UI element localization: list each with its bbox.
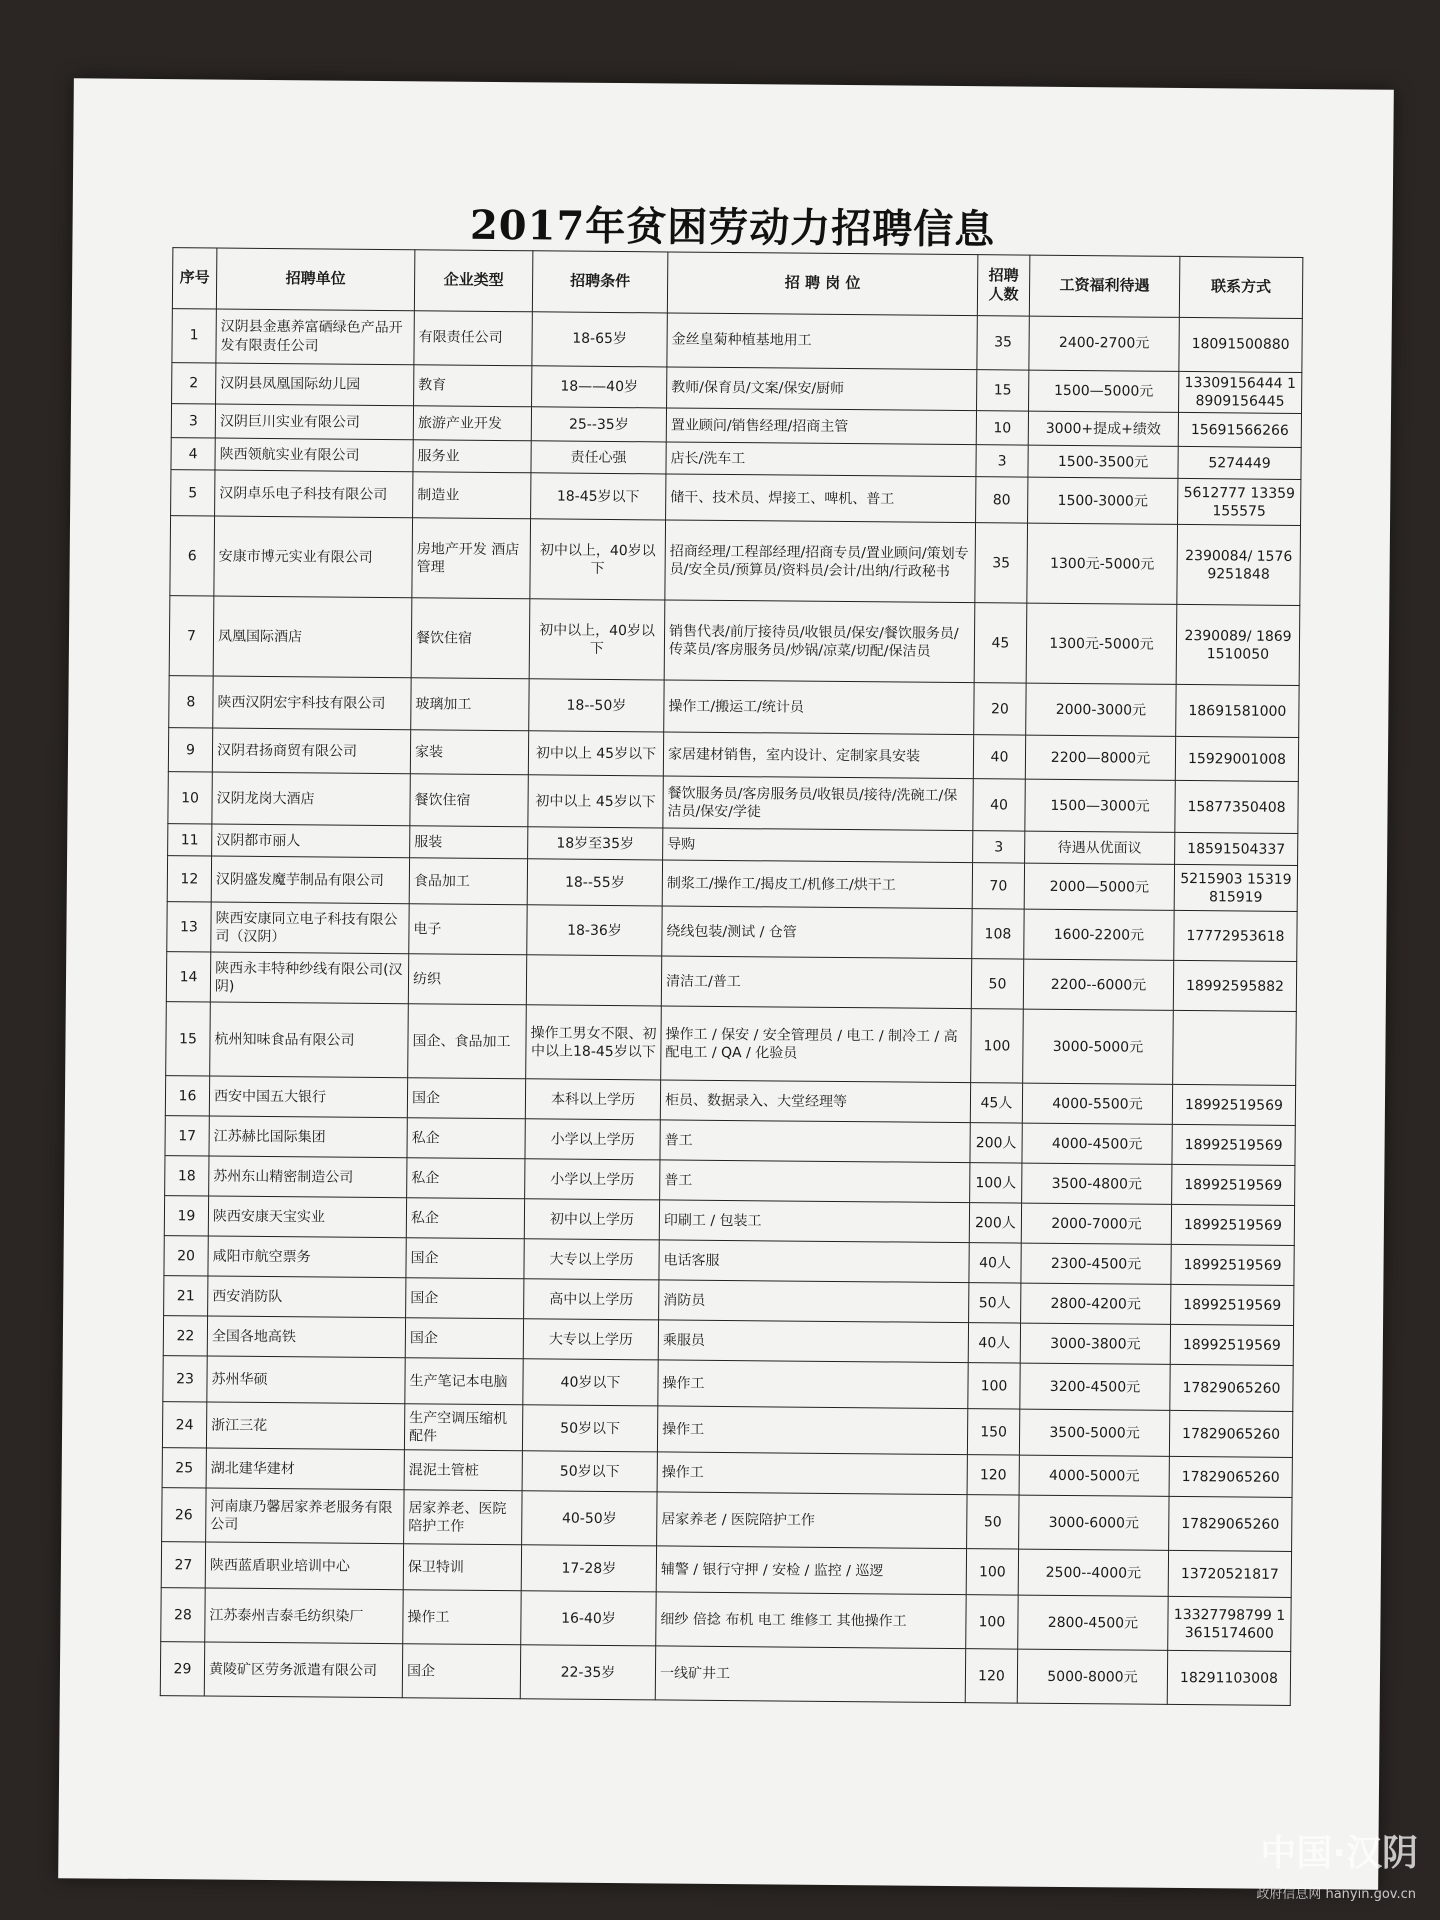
cell-headcount: 45人	[970, 1083, 1022, 1123]
cell-positions: 绕线包装/测试 / 仓管	[662, 906, 972, 959]
cell-index: 3	[171, 404, 215, 438]
cell-requirements	[526, 955, 661, 1006]
cell-positions: 普工	[660, 1120, 970, 1163]
cell-index: 10	[168, 772, 212, 824]
cell-company-type: 餐饮住宿	[410, 774, 528, 827]
cell-positions: 操作工/搬运工/统计员	[664, 680, 974, 735]
header-employer: 招聘单位	[216, 248, 415, 311]
cell-requirements: 初中以上 45岁以下	[528, 731, 663, 776]
cell-positions: 销售代表/前厅接待员/收银员/保安/餐饮服务员/传菜员/客房服务员/炒锅/凉菜/切配/保洁员	[664, 600, 975, 683]
table-row	[172, 309, 1302, 373]
cell-company-type: 旅游产业开发	[413, 406, 531, 441]
cell-index: 27	[161, 1542, 205, 1588]
table-row	[166, 1002, 1297, 1086]
cell-contact: 18992519569	[1171, 1205, 1294, 1246]
cell-company-type: 国企	[402, 1644, 520, 1699]
cell-index: 14	[166, 952, 210, 1002]
cell-contact: 18992519569	[1172, 1085, 1295, 1126]
cell-employer: 河南康乃馨居家养老服务有限公司	[206, 1488, 404, 1544]
cell-requirements: 大专以上学历	[523, 1319, 658, 1360]
cell-salary: 3000-5000元	[1023, 1009, 1174, 1084]
cell-employer: 西安中国五大银行	[209, 1076, 407, 1118]
header-contact: 联系方式	[1179, 256, 1303, 318]
cell-index: 26	[162, 1488, 206, 1542]
cell-requirements: 初中以上，40岁以下	[530, 519, 666, 600]
cell-headcount: 50人	[969, 1283, 1021, 1323]
cell-employer: 全国各地高铁	[207, 1316, 405, 1358]
cell-index: 20	[164, 1236, 208, 1276]
cell-company-type: 居家养老、医院陪护工作	[404, 1490, 522, 1545]
cell-salary: 1500—3000元	[1025, 779, 1175, 832]
cell-contact: 18992519569	[1172, 1165, 1295, 1206]
cell-index: 5	[171, 470, 215, 516]
cell-company-type: 生产笔记本电脑	[405, 1358, 523, 1405]
cell-index: 18	[165, 1156, 209, 1196]
cell-company-type: 纺织	[408, 954, 526, 1005]
cell-requirements: 50岁以下	[522, 1451, 657, 1492]
cell-headcount: 200人	[969, 1203, 1021, 1243]
cell-headcount: 100	[968, 1363, 1020, 1409]
cell-positions: 店长/洗车工	[666, 442, 976, 477]
cell-requirements: 18——40岁	[532, 366, 667, 409]
document-paper	[58, 78, 1394, 1889]
cell-employer: 杭州知味食品有限公司	[210, 1002, 409, 1078]
cell-positions: 细纱 倍捻 布机 电工 维修工 其他操作工	[656, 1592, 966, 1649]
cell-contact	[1173, 1011, 1297, 1086]
cell-index: 6	[170, 516, 215, 596]
cell-contact: 18992519569	[1171, 1285, 1294, 1326]
cell-index: 22	[163, 1316, 207, 1356]
cell-requirements: 大专以上学历	[524, 1239, 659, 1280]
cell-salary: 4000-5500元	[1022, 1083, 1172, 1124]
cell-salary: 2000—5000元	[1024, 863, 1174, 910]
cell-company-type: 国企	[407, 1078, 525, 1119]
cell-requirements: 小学以上学历	[525, 1159, 660, 1200]
cell-contact: 13327798799 13615174600	[1168, 1597, 1291, 1652]
cell-headcount: 120	[965, 1649, 1017, 1703]
cell-salary: 2500--4000元	[1018, 1549, 1168, 1596]
cell-headcount: 10	[976, 411, 1028, 445]
cell-contact: 17829065260	[1170, 1365, 1293, 1412]
cell-positions: 一线矿井工	[655, 1646, 965, 1703]
cell-positions: 操作工 / 保安 / 安全管理员 / 电工 / 制冷工 / 高配电工 / QA / 化验员	[661, 1006, 972, 1083]
cell-company-type: 电子	[409, 904, 527, 955]
cell-positions: 招商经理/工程部经理/招商专员/置业顾问/策划专员/安全员/预算员/资料员/会计/出纳/行政秘书	[665, 520, 976, 603]
cell-company-type: 家装	[410, 730, 528, 775]
cell-employer: 陕西领航实业有限公司	[215, 438, 413, 472]
cell-positions: 消防员	[659, 1280, 969, 1323]
cell-employer: 汉阴县凤凰国际幼儿园	[216, 363, 414, 406]
cell-headcount: 40人	[969, 1243, 1021, 1283]
header-positions: 招 聘 岗 位	[667, 252, 978, 316]
cell-requirements: 18-36岁	[527, 905, 662, 956]
cell-requirements: 16-40岁	[521, 1591, 656, 1646]
cell-employer: 西安消防队	[208, 1276, 406, 1318]
cell-employer: 汉阴龙岗大酒店	[212, 772, 410, 826]
cell-headcount: 40	[973, 735, 1025, 779]
cell-employer: 汉阴君扬商贸有限公司	[212, 728, 410, 774]
cell-salary: 3000+提成+绩效	[1028, 411, 1178, 446]
cell-employer: 陕西永丰特种纱线有限公司(汉阴)	[210, 952, 408, 1004]
table-row	[160, 1642, 1290, 1706]
cell-index: 8	[169, 676, 213, 728]
cell-positions: 印刷工 / 包装工	[659, 1200, 969, 1243]
cell-headcount: 150	[967, 1409, 1019, 1455]
cell-positions: 制浆工/操作工/揭皮工/机修工/烘干工	[662, 860, 972, 909]
cell-index: 2	[172, 363, 216, 405]
cell-positions: 乘服员	[658, 1320, 968, 1363]
cell-positions: 居家养老 / 医院陪护工作	[657, 1492, 967, 1549]
cell-headcount: 3	[973, 831, 1025, 863]
cell-headcount: 120	[967, 1455, 1019, 1495]
cell-salary: 5000-8000元	[1017, 1649, 1167, 1704]
cell-index: 25	[162, 1448, 206, 1488]
cell-contact: 18992519569	[1170, 1325, 1293, 1366]
cell-company-type: 教育	[414, 365, 532, 407]
header-requirements: 招聘条件	[532, 251, 668, 313]
cell-employer: 咸阳市航空票务	[208, 1236, 406, 1278]
cell-employer: 黄陵矿区劳务派遣有限公司	[204, 1642, 402, 1698]
cell-company-type: 生产空调压缩机配件	[404, 1404, 522, 1451]
cell-requirements: 40岁以下	[523, 1359, 658, 1406]
cell-contact: 2390084/ 15769251848	[1177, 525, 1301, 606]
cell-contact: 2390089/ 18691510050	[1176, 605, 1300, 686]
cell-salary: 2000-7000元	[1021, 1203, 1171, 1244]
cell-salary: 3000-6000元	[1019, 1495, 1169, 1550]
cell-salary: 2800-4500元	[1018, 1595, 1168, 1650]
cell-company-type: 操作工	[403, 1590, 521, 1645]
cell-headcount: 50	[971, 959, 1023, 1009]
cell-requirements: 高中以上学历	[524, 1279, 659, 1320]
cell-positions: 柜员、数据录入、大堂经理等	[660, 1080, 970, 1123]
site-url: 政府信息网 hanyin.gov.cn	[1256, 1887, 1416, 1902]
cell-requirements: 18-45岁以下	[531, 473, 666, 520]
cell-contact: 18091500880	[1179, 317, 1302, 372]
cell-contact: 13309156444 18909156445	[1179, 371, 1302, 413]
cell-positions: 金丝皇菊种植基地用工	[667, 313, 977, 370]
cell-index: 1	[172, 309, 216, 363]
cell-headcount: 108	[972, 909, 1024, 959]
cell-index: 9	[168, 728, 212, 772]
job-table	[160, 247, 1304, 1706]
cell-company-type: 房地产开发 酒店管理	[412, 518, 531, 599]
cell-company-type: 私企	[407, 1118, 525, 1159]
cell-company-type: 国企	[405, 1318, 523, 1359]
cell-contact: 13720521817	[1168, 1551, 1291, 1598]
cell-index: 13	[167, 902, 211, 952]
header-headcount: 招聘人数	[977, 255, 1030, 316]
site-logo: 中国·汉阴	[1260, 1833, 1418, 1874]
cell-employer: 汉阴县金惠养富硒绿色产品开发有限责任公司	[216, 309, 414, 365]
cell-headcount: 80	[976, 477, 1028, 523]
cell-index: 24	[162, 1402, 206, 1448]
cell-headcount: 45	[974, 603, 1027, 683]
cell-employer: 苏州华硕	[207, 1356, 405, 1404]
cell-index: 29	[160, 1642, 204, 1696]
cell-headcount: 100	[966, 1595, 1018, 1649]
cell-employer: 陕西汉阴宏宇科技有限公司	[213, 676, 411, 730]
cell-headcount: 35	[975, 523, 1028, 603]
header-index: 序号	[172, 248, 217, 309]
cell-company-type: 私企	[407, 1158, 525, 1199]
cell-positions: 清洁工/普工	[661, 956, 971, 1009]
cell-index: 11	[168, 824, 212, 856]
cell-positions: 辅警 / 银行守押 / 安检 / 监控 / 巡逻	[656, 1546, 966, 1595]
cell-index: 7	[169, 596, 214, 676]
cell-salary: 1500-3000元	[1028, 477, 1178, 524]
cell-salary: 3500-4800元	[1022, 1163, 1172, 1204]
cell-contact: 18992519569	[1172, 1125, 1295, 1166]
cell-index: 17	[165, 1116, 209, 1156]
cell-index: 21	[164, 1276, 208, 1316]
cell-index: 28	[161, 1588, 205, 1642]
cell-positions: 普工	[660, 1160, 970, 1203]
cell-salary: 1500—5000元	[1029, 370, 1179, 413]
cell-requirements: 17-28岁	[521, 1545, 656, 1592]
cell-contact: 17829065260	[1169, 1411, 1292, 1458]
cell-salary: 2000-3000元	[1026, 683, 1176, 736]
cell-salary: 4000-5000元	[1019, 1455, 1169, 1496]
cell-contact: 5274449	[1178, 447, 1301, 480]
table-row	[169, 596, 1300, 686]
cell-headcount: 20	[974, 683, 1026, 735]
cell-requirements: 18--50岁	[529, 679, 664, 732]
cell-contact: 18992519569	[1171, 1245, 1294, 1286]
cell-requirements: 25--35岁	[531, 407, 666, 442]
cell-employer: 安康市博元实业有限公司	[214, 516, 413, 598]
cell-employer: 汉阴都市丽人	[212, 824, 410, 858]
cell-positions: 电话客服	[659, 1240, 969, 1283]
cell-positions: 导购	[663, 828, 973, 863]
cell-contact: 15877350408	[1175, 781, 1298, 834]
cell-requirements: 本科以上学历	[525, 1079, 660, 1120]
cell-requirements: 初中以上，40岁以下	[529, 599, 665, 680]
cell-requirements: 22-35岁	[520, 1645, 655, 1700]
cell-requirements: 责任心强	[531, 441, 666, 474]
cell-positions: 餐饮服务员/客房服务员/收银员/接待/洗碗工/保洁员/保安/学徒	[663, 776, 973, 831]
cell-index: 4	[171, 438, 215, 470]
cell-company-type: 食品加工	[409, 858, 527, 905]
table-row	[170, 516, 1301, 606]
cell-index: 23	[163, 1356, 207, 1402]
cell-headcount: 200人	[970, 1123, 1022, 1163]
cell-positions: 教师/保育员/文案/保安/厨师	[667, 367, 977, 411]
cell-contact: 18291103008	[1167, 1651, 1290, 1706]
cell-positions: 操作工	[657, 1452, 967, 1495]
cell-headcount: 3	[976, 445, 1028, 477]
cell-employer: 浙江三花	[206, 1402, 404, 1450]
cell-contact: 18591504337	[1175, 833, 1298, 866]
cell-company-type: 玻璃加工	[411, 678, 529, 731]
cell-index: 12	[167, 856, 211, 902]
cell-salary: 2800-4200元	[1021, 1283, 1171, 1324]
cell-contact: 17829065260	[1169, 1497, 1292, 1552]
cell-requirements: 40-50岁	[522, 1491, 657, 1546]
cell-salary: 1300元-5000元	[1027, 523, 1178, 604]
cell-employer: 陕西安康同立电子科技有限公司（汉阴）	[211, 902, 409, 954]
cell-salary: 4000-4500元	[1022, 1123, 1172, 1164]
cell-company-type: 服务业	[413, 440, 531, 473]
cell-headcount: 40人	[968, 1323, 1020, 1363]
cell-contact: 5612777 13359155575	[1178, 479, 1301, 526]
cell-salary: 2300-4500元	[1021, 1243, 1171, 1284]
cell-positions: 操作工	[658, 1360, 968, 1409]
cell-salary: 1600-2200元	[1024, 909, 1174, 960]
cell-requirements: 18岁至35岁	[528, 827, 663, 860]
cell-salary: 2400-2700元	[1029, 316, 1179, 371]
cell-employer: 湖北建华建材	[206, 1448, 404, 1490]
cell-salary: 3500-5000元	[1019, 1409, 1169, 1456]
cell-requirements: 18--55岁	[527, 859, 662, 906]
cell-headcount: 40	[973, 779, 1025, 831]
cell-company-type: 国企	[406, 1238, 524, 1279]
cell-employer: 陕西安康天宝实业	[208, 1196, 406, 1238]
cell-company-type: 国企	[406, 1278, 524, 1319]
cell-company-type: 国企、食品加工	[408, 1004, 527, 1079]
cell-company-type: 私企	[406, 1198, 524, 1239]
cell-contact: 5215903 15319815919	[1174, 865, 1297, 912]
cell-salary: 2200--6000元	[1023, 959, 1173, 1010]
cell-employer: 江苏泰州吉泰毛纺织染厂	[205, 1588, 403, 1644]
cell-salary: 1300元-5000元	[1026, 603, 1177, 684]
cell-requirements: 初中以上学历	[524, 1199, 659, 1240]
header-salary: 工资福利待遇	[1029, 255, 1180, 317]
cell-company-type: 制造业	[413, 472, 531, 519]
cell-employer: 汉阴巨川实业有限公司	[215, 404, 413, 440]
cell-positions: 家居建材销售，室内设计、定制家具安装	[663, 732, 973, 779]
cell-salary: 1500-3500元	[1028, 445, 1178, 478]
cell-contact: 17829065260	[1169, 1457, 1292, 1498]
cell-contact: 18691581000	[1176, 685, 1299, 738]
cell-positions: 操作工	[657, 1406, 967, 1455]
document-title: 2017年贫困劳动力招聘信息	[469, 201, 996, 254]
cell-salary: 3200-4500元	[1020, 1363, 1170, 1410]
cell-index: 16	[165, 1076, 209, 1116]
cell-employer: 汉阴卓乐电子科技有限公司	[215, 470, 413, 518]
cell-requirements: 初中以上 45岁以下	[528, 775, 663, 828]
cell-salary: 待遇从优面议	[1025, 831, 1175, 864]
cell-headcount: 100	[966, 1549, 1018, 1595]
cell-company-type: 保卫特训	[403, 1544, 521, 1591]
cell-headcount: 100	[971, 1009, 1024, 1083]
cell-contact: 17772953618	[1174, 911, 1297, 962]
cell-requirements: 操作工男女不限、初中以上18-45岁以下	[526, 1005, 662, 1080]
cell-positions: 置业顾问/销售经理/招商主管	[666, 408, 976, 445]
cell-requirements: 18-65岁	[532, 312, 667, 367]
cell-headcount: 15	[977, 370, 1029, 412]
cell-company-type: 有限责任公司	[414, 311, 532, 366]
cell-index: 15	[166, 1002, 211, 1076]
table-header-row	[172, 248, 1302, 319]
cell-contact: 18992595882	[1173, 961, 1296, 1012]
header-company-type: 企业类型	[414, 250, 533, 312]
cell-headcount: 35	[977, 316, 1029, 370]
cell-requirements: 小学以上学历	[525, 1119, 660, 1160]
cell-contact: 15691566266	[1178, 413, 1301, 448]
table-row	[161, 1588, 1291, 1652]
cell-employer: 苏州东山精密制造公司	[209, 1156, 407, 1198]
cell-headcount: 50	[967, 1495, 1019, 1549]
cell-employer: 江苏赫比国际集团	[209, 1116, 407, 1158]
cell-salary: 2200—8000元	[1025, 735, 1175, 780]
table-row	[162, 1488, 1292, 1552]
cell-company-type: 餐饮住宿	[411, 598, 530, 679]
cell-employer: 陕西蓝盾职业培训中心	[205, 1542, 403, 1590]
cell-company-type: 服装	[410, 826, 528, 859]
cell-salary: 3000-3800元	[1020, 1323, 1170, 1364]
cell-employer: 汉阴盛发魔芋制品有限公司	[211, 856, 409, 904]
cell-positions: 储干、技术员、焊接工、啤机、普工	[666, 474, 976, 523]
cell-requirements: 50岁以下	[522, 1405, 657, 1452]
cell-headcount: 100人	[970, 1163, 1022, 1203]
cell-index: 19	[164, 1196, 208, 1236]
cell-company-type: 混泥土管桩	[404, 1450, 522, 1491]
cell-employer: 凤凰国际酒店	[213, 596, 412, 678]
cell-headcount: 70	[972, 863, 1024, 909]
cell-contact: 15929001008	[1175, 737, 1298, 782]
